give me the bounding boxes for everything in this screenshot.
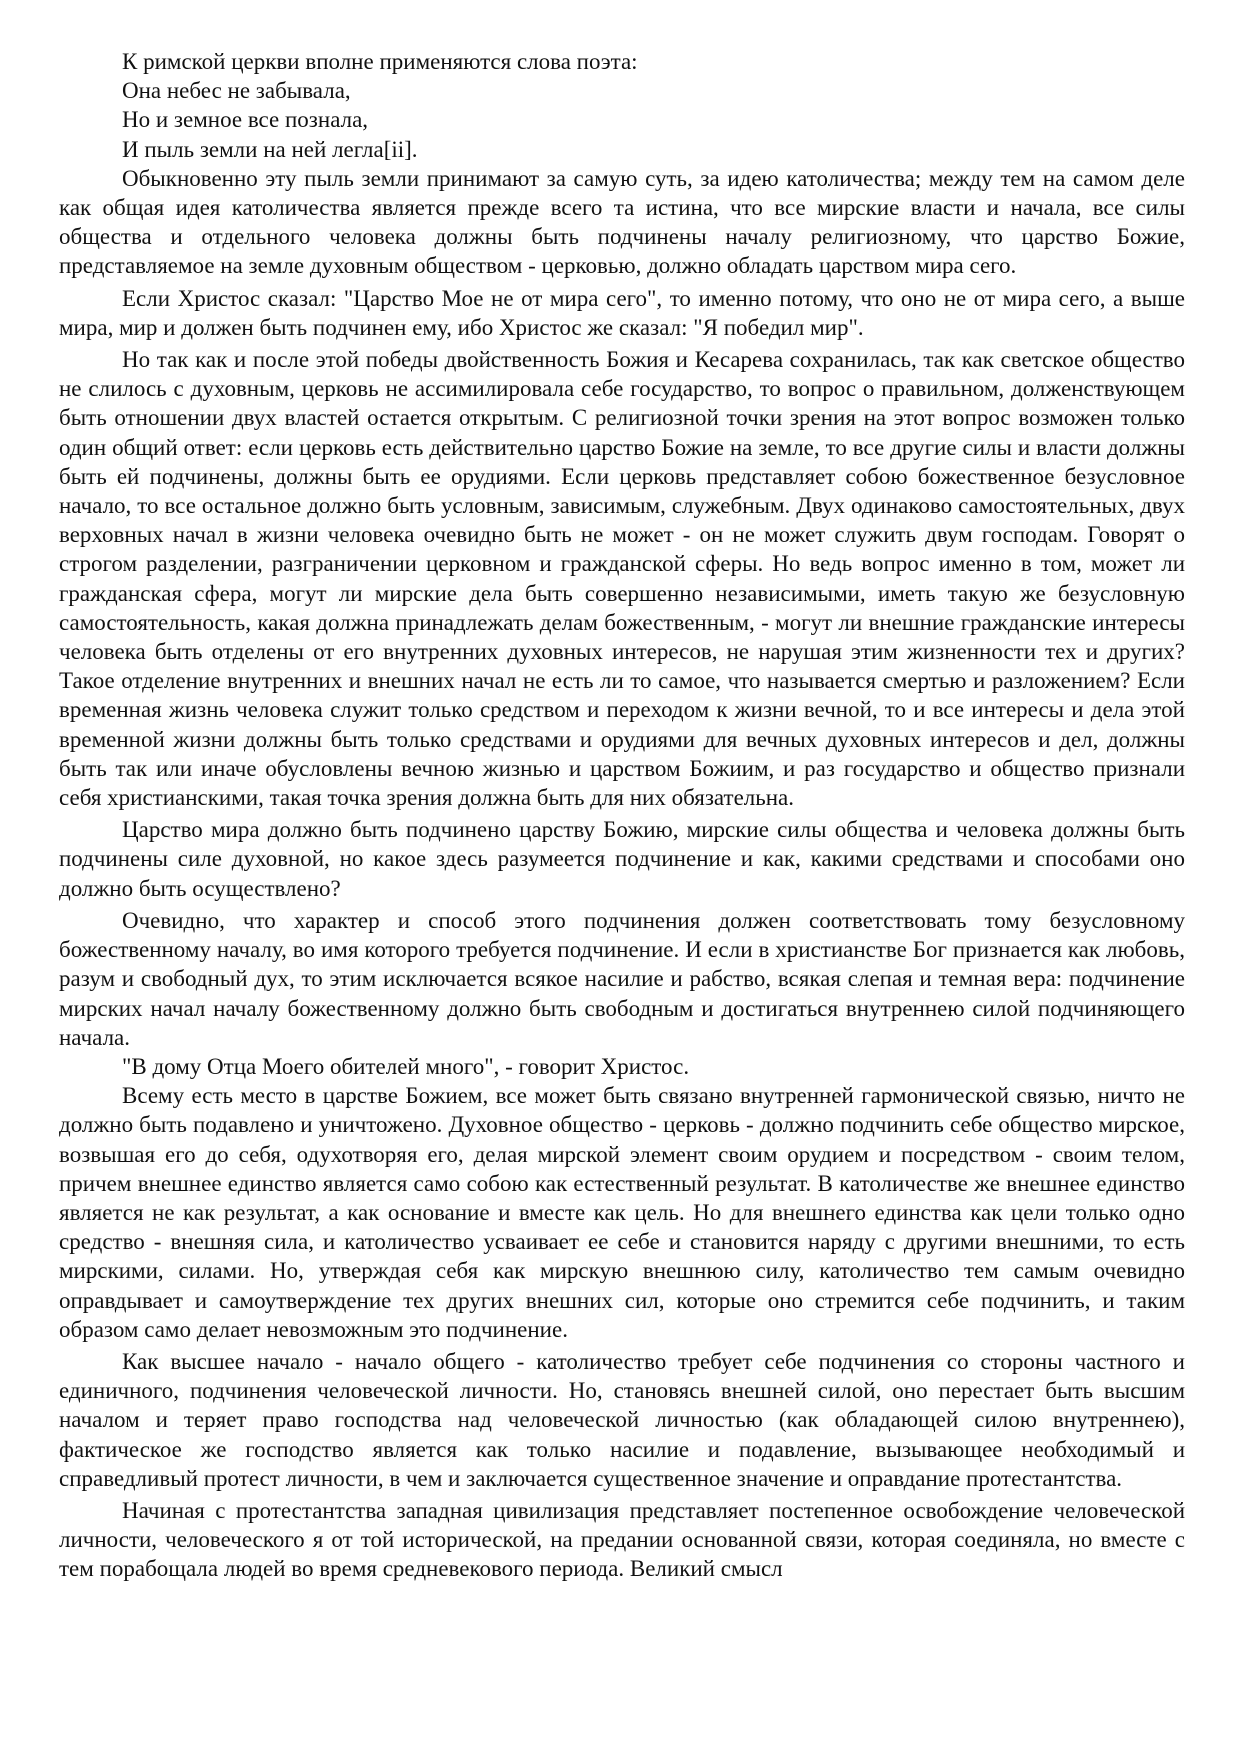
verse-intro-line: К римской церкви вполне применяются слова поэта: — [122, 49, 638, 74]
paragraph: Царство мира должно быть подчинено царству Божию, мирские силы общества и человека должны быть подчинены силе духовной, но какое здесь разумеется подчинение и как, какими средствами и способами оно должно быть осуществлено? — [59, 817, 1185, 901]
paragraph: Если Христос сказал: "Царство Мое не от мира сего", то именно потому, что оно не от мира сего, а выше мира, мир и должен быть подчинен ему, ибо Христос же сказал: "Я победил мир". — [59, 285, 1185, 340]
paragraph: Как высшее начало - начало общего - католичество требует себе подчинения со стороны частного и единичного, подчинения человеческой личности. Но, становясь внешней силой, оно перестает быть высшим началом и теряет право господства над человеческой личностью (как обладающей силою внутреннею), фактическое же господство является как только насилие и подавление, вызывающее необходимый и справедливый протест личности, в чем и заключается существенное значение и оправдание протестантства. — [59, 1348, 1185, 1491]
paragraph: Всему есть место в царстве Божием, все может быть связано внутренней гармонической связью, ничто не должно быть подавлено и уничтожено. Духовное общество - церковь - должно подчинить себе общество мирское, возвышая его до себя, одухотворяя его, делая мирской элемент своим орудием и посредством - своим телом, причем внешнее единство является само собою как естественный результат. В католичестве же внешнее единство является не как результат, а как основание и вместе как цель. Но для внешнего единства как цели только одно средство - внешняя сила, и католичество усваивает ее себе и становится наряду с другими внешними, то есть мирскими, силами. Но, утверждая себя как мирскую внешнюю силу, католичество тем самым очевидно оправдывает и самоутверждение тех других внешних сил, которые оно стремится себе подчинить, и таким образом само делает невозможным это подчинение. — [59, 1083, 1185, 1342]
verse-quote — [59, 47, 1185, 164]
paragraph: Очевидно, что характер и способ этого подчинения должен соответствовать тому безусловному божественному началу, во имя которого требуется подчинение. И если в христианстве Бог признается как любовь, разум и свободный дух, то этим исключается всякое насилие и рабство, всякая слепая и темная вера: подчинение мирских начал началу божественному должно быть свободным и достигаться внутреннею силой подчиняющего начала. — [59, 907, 1185, 1050]
verse-line: Она небес не забывала, — [122, 78, 351, 104]
verse-line: И пыль земли на ней легла[ii]. — [122, 136, 418, 162]
verse-line: Но и земное все познала, — [122, 107, 369, 133]
paragraph: "В дому Отца Моего обителей много", - говорит Христос. — [122, 1053, 690, 1079]
paragraph: Обыкновенно эту пыль земли принимают за самую суть, за идею католичества; между тем на самом деле как общая идея католичества является прежде всего та истина, что все мирские власти и начала, все силы общества и отдельного человека должны быть подчинены началу религиозному, что царство Божие, представляемое на земле духовным обществом - церковью, должно обладать царством мира сего. — [59, 165, 1185, 279]
paragraph: Но так как и после этой победы двойственность Божия и Кесарева сохранилась, так как светское общество не слилось с духовным, церковь не ассимилировала себе государство, то вопрос о правильном, долженствующем быть отношении двух властей остается открытым. С религиозной точки зрения на этот вопрос возможен только один общий ответ: если церковь есть действительно царство Божие на земле, то все другие силы и власти должны быть ей подчинены, должны быть ее орудиями. Если церковь представляет собою божественное безусловное начало, то все остальное должно быть условным, зависимым, служебным. Двух одинаково самостоятельных, двух верховных начал в жизни человека очевидно быть не может - он не может служить двум господам. Говорят о строгом разделении, разграничении церковном и гражданской сферы. Но ведь вопрос именно в том, может ли гражданская сфера, могут ли мирские дела быть совершенно независимыми, иметь такую же безусловную самостоятельность, какая должна принадлежать делам божественным, - могут ли внешние гражданские интересы человека быть отделены от его внутренних духовных интересов, не нарушая этим жизненности тех и других? Такое отделение внутренних и внешних начал не есть ли то самое, что называется смертью и разложением? Если временная жизнь человека служит только средством и переходом к жизни вечной, то и все интересы и дела этой временной жизни должны быть только средствами и орудиями для вечных духовных интересов и дел, должны быть так или иначе обусловлены вечною жизнью и царством Божиим, и раз государство и общество признали себя христианскими, такая точка зрения должна быть для них обязательна. — [59, 347, 1185, 811]
paragraph: Начиная с протестантства западная цивилизация представляет постепенное освобождение человеческой личности, человеческого я от той исторической, на предании основанной связи, которая соединяла, но вместе с тем порабощала людей во время средневекового периода. Великий смысл — [59, 1497, 1185, 1582]
document-body — [59, 47, 1185, 1584]
